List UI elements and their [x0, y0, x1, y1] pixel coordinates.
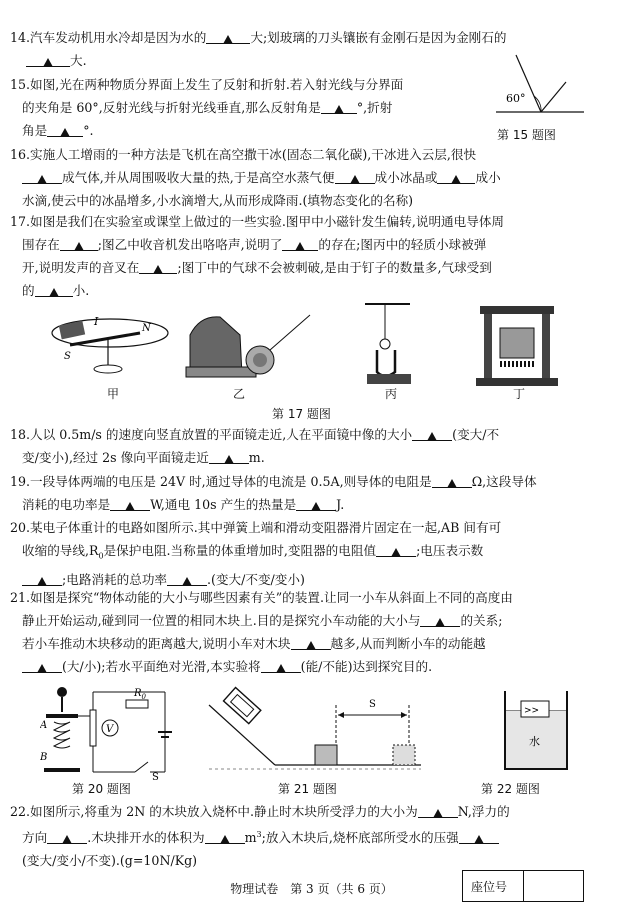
- svg-text:水: 水: [529, 735, 540, 748]
- answer-blank[interactable]: [335, 169, 375, 184]
- answer-blank[interactable]: [296, 496, 336, 511]
- question-17: 17.如图是我们在实验室或课堂上做过的一些实验.图甲中小磁针发生偏转,说明通电导体周 围存在 ;图乙中收音机发出咯咯声,说明了 的存在;图丙中的轻质小球被弹 开,说明发声的音叉在 ;图丁中的气球不会被刺破,是由于钉子的数量多,气球受到 的 小.: [10, 214, 505, 298]
- answer-blank[interactable]: [209, 449, 249, 464]
- answer-blank[interactable]: [376, 542, 416, 557]
- answer-blank[interactable]: [459, 829, 499, 844]
- figure-22-beaker: [497, 685, 577, 775]
- angle-label: 60°: [506, 92, 526, 105]
- figure-label-jia: 甲: [107, 387, 120, 401]
- answer-blank[interactable]: [205, 829, 245, 844]
- question-21: 21.如图是探究“物体动能的大小与哪些因素有关”的装置.让同一小车从斜面上不同的高度由 静止开始运动,碰到同一位置的相同木块上.目的是探究小车动能的大小与 的关系; 若小车推动木块移动的距离越大,说明小车对木块 越多,从而判断小车的动能越 (大/小);若水平面绝对光滑,本实验将 (能/不能)达到探究目的.: [10, 590, 513, 674]
- answer-blank[interactable]: [26, 52, 70, 67]
- svg-text:S: S: [64, 351, 71, 362]
- question-15: 15.如图,光在两种物质分界面上发生了反射和折射.若入射光线与分界面 的夹角是 60°,反射光线与折射光线垂直,那么反射角是 °,折射 角是 °.: [10, 77, 404, 138]
- svg-text:N: N: [142, 323, 151, 334]
- answer-blank[interactable]: [47, 122, 83, 137]
- answer-blank[interactable]: [22, 658, 62, 673]
- svg-text:S: S: [152, 772, 159, 782]
- answer-blank[interactable]: [167, 571, 207, 586]
- answer-blank[interactable]: [206, 29, 250, 44]
- figure-17-caption: 第 17 题图: [272, 407, 331, 421]
- figure-20-circuit: [40, 682, 180, 782]
- answer-blank[interactable]: [432, 473, 472, 488]
- answer-blank[interactable]: [321, 99, 357, 114]
- svg-text:B: B: [40, 752, 48, 763]
- svg-text:A: A: [40, 720, 48, 731]
- question-14: 14.汽车发动机用水冷却是因为水的 大;划玻璃的刀头镶嵌有金刚石是因为金刚石的 大.: [10, 30, 507, 68]
- figure-15-caption: 第 15 题图: [497, 128, 556, 142]
- figure-21-incline: [205, 685, 425, 775]
- answer-blank[interactable]: [60, 236, 98, 251]
- figure-20-caption: 第 20 题图: [72, 782, 131, 796]
- seat-number-label: 座位号: [471, 880, 508, 894]
- seat-number-box: [462, 870, 584, 902]
- answer-blank[interactable]: [47, 829, 87, 844]
- answer-blank[interactable]: [437, 169, 475, 184]
- figure-label-yi: 乙: [233, 387, 246, 401]
- figure-label-bing: 丙: [385, 387, 398, 401]
- svg-text:V: V: [106, 724, 114, 735]
- answer-blank[interactable]: [420, 612, 460, 627]
- question-18: 18.人以 0.5m/s 的速度向竖直放置的平面镜走近,人在平面镜中像的大小 (变大/不 变/变小),经过 2s 像向平面镜走近 m.: [10, 427, 500, 465]
- water-arrow: >>: [524, 706, 540, 716]
- figure-label-ding: 丁: [513, 387, 526, 401]
- question-16: 16.实施人工增雨的一种方法是飞机在高空撒干冰(固态二氧化碳),干冰进入云层,很快 成气体,并从周围吸收大量的热,于是高空水蒸气便 成小冰晶或 成小 水滴,使云中的冰晶增多,小水滴增大,从而形成降雨.(填物态变化的名称): [10, 147, 501, 208]
- answer-blank[interactable]: [22, 571, 62, 586]
- figure-17-a-magnet: [50, 305, 190, 385]
- answer-blank[interactable]: [291, 635, 331, 650]
- page-footer: 物理试卷 第 3 页（共 6 页）: [230, 882, 393, 896]
- answer-blank[interactable]: [261, 658, 301, 673]
- figure-21-caption: 第 21 题图: [278, 782, 337, 796]
- question-22: 22.如图所示,将重为 2N 的木块放入烧杯中.静止时木块所受浮力的大小为 N,浮力的 方向 .木块排开水的体积为 $m^3$;放入木块后,烧杯底部所受水的压强 (变大/变小/不变).(g=10N/Kg): [10, 804, 510, 869]
- answer-blank[interactable]: [412, 426, 452, 441]
- seat-number-field[interactable]: [523, 871, 583, 901]
- svg-text:I: I: [94, 315, 99, 328]
- figure-22-caption: 第 22 题图: [481, 782, 540, 796]
- answer-blank[interactable]: [22, 169, 62, 184]
- figure-15: [496, 52, 586, 122]
- answer-blank[interactable]: [282, 236, 318, 251]
- answer-blank[interactable]: [418, 803, 458, 818]
- figure-17-b-radio: [180, 305, 320, 385]
- figure-17-c-tuning-fork: [355, 300, 445, 390]
- figure-17-d-nails: [472, 298, 562, 388]
- question-20: 20.某电子体重计的电路如图所示.其中弹簧上端和滑动变阻器滑片固定在一起,AB 间有可 收缩的导线$,R_0$是保护电阻.当称量的体重增加时,变阻器的电阻值 ;电压表示数 ;电路消耗的总功率 .(变大/不变/变小): [10, 520, 502, 587]
- svg-text:S: S: [369, 699, 376, 710]
- question-19: 19.一段导体两端的电压是 24V 时,通过导体的电流是 0.5A,则导体的电阻是 Ω,这段导体 消耗的电功率是 W,通电 10s 产生的热量是 J.: [10, 474, 537, 512]
- svg-text:R0: $R_0$: [134, 688, 146, 701]
- answer-blank[interactable]: [110, 496, 150, 511]
- answer-blank[interactable]: [139, 259, 177, 274]
- answer-blank[interactable]: [35, 282, 73, 297]
